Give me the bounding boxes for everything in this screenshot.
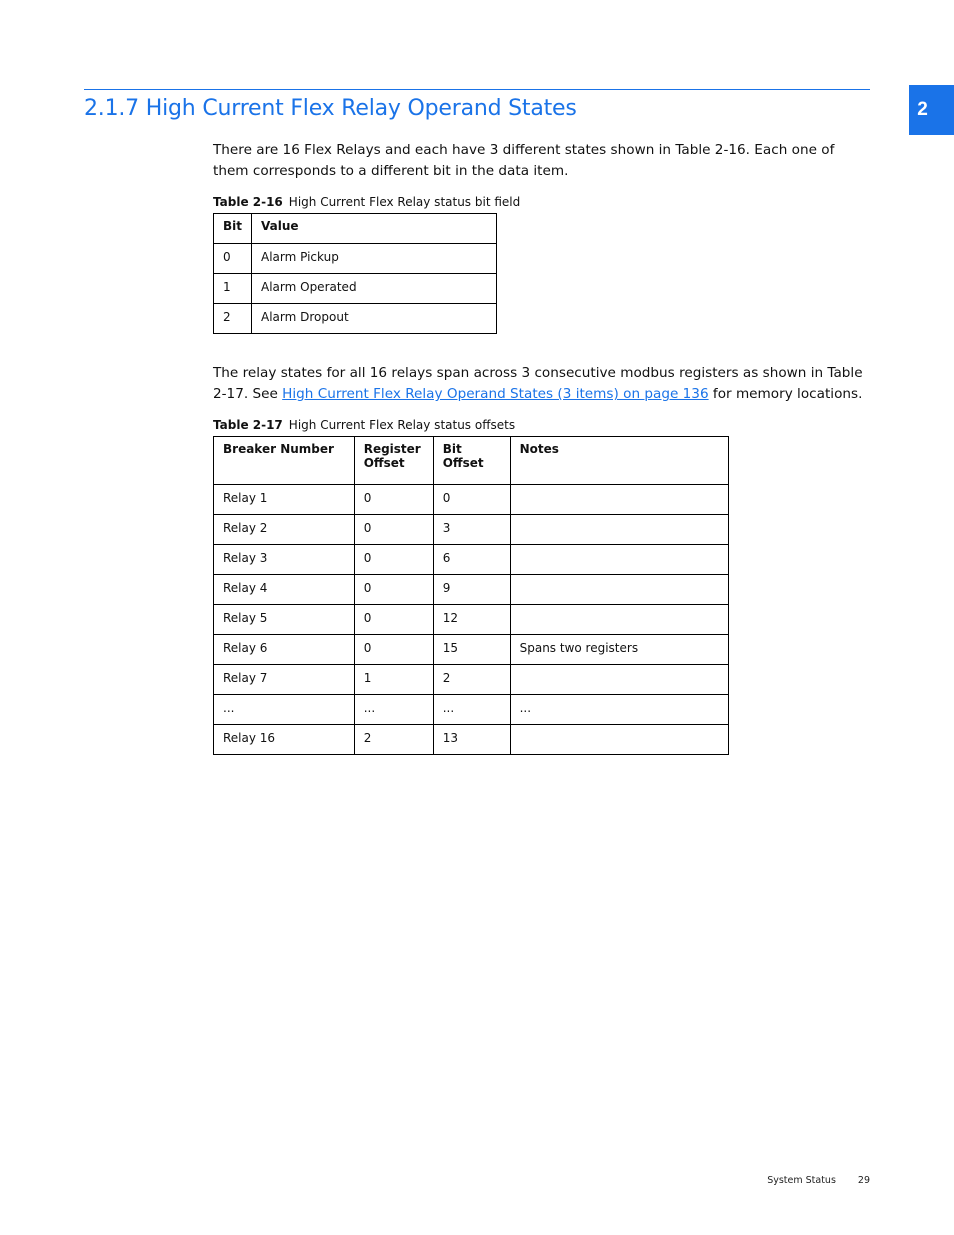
table-cell: 13 [433, 725, 510, 755]
table-cell: 1 [214, 274, 252, 304]
table-cell [510, 665, 728, 695]
table-cell: 0 [354, 545, 433, 575]
table-row [214, 665, 729, 695]
table-cell: ... [214, 695, 355, 725]
table-cell: 3 [433, 515, 510, 545]
table-row [214, 695, 729, 725]
table-cell [510, 485, 728, 515]
table-cell: 6 [433, 545, 510, 575]
table-1-caption [213, 195, 520, 209]
table-cell: ... [510, 695, 728, 725]
table-cell: 2 [354, 725, 433, 755]
table-row [214, 575, 729, 605]
table-cell: Alarm Pickup [252, 244, 497, 274]
table-2-caption-label: Table 2-17 [213, 418, 283, 432]
table-row [214, 725, 729, 755]
memory-locations-link[interactable]: High Current Flex Relay Operand States (3 items) on page 136 [282, 386, 709, 402]
table-2-caption [213, 418, 515, 432]
table-row [214, 635, 729, 665]
table-header-row [214, 214, 497, 244]
table-cell [510, 605, 728, 635]
table-row [214, 545, 729, 575]
table-cell [510, 575, 728, 605]
column-header-bit-offset: Bit Offset [433, 437, 510, 485]
table-cell: Relay 3 [214, 545, 355, 575]
table-2-caption-text: High Current Flex Relay status offsets [288, 418, 516, 432]
table-row [214, 515, 729, 545]
paragraph-text: The relay states for all 16 relays span across 3 consecutive modbus registers as shown in Table 2-17. See [213, 365, 863, 402]
column-header-breaker-number: Breaker Number [214, 437, 355, 485]
table-header-row [214, 437, 729, 485]
intro-paragraph: There are 16 Flex Relays and each have 3 different states shown in Table 2-16. Each one of them corresponds to a different bit in the data item. [213, 142, 835, 179]
section-title: 2.1.7 High Current Flex Relay Operand States [84, 96, 577, 121]
table-cell: 2 [214, 304, 252, 334]
table-row [214, 274, 497, 304]
table-1-caption-text: High Current Flex Relay status bit field [288, 195, 521, 209]
table-row [214, 605, 729, 635]
status-offsets-table [213, 436, 729, 755]
table-cell: ... [433, 695, 510, 725]
table-cell: ... [354, 695, 433, 725]
status-bit-field-table [213, 213, 497, 334]
table-row [214, 304, 497, 334]
relay-span-paragraph [213, 363, 873, 405]
table-cell: 9 [433, 575, 510, 605]
table-cell: 0 [354, 635, 433, 665]
table-cell: Alarm Operated [252, 274, 497, 304]
table-cell: 0 [354, 515, 433, 545]
table-cell: 0 [354, 605, 433, 635]
title-rule [84, 89, 870, 90]
table-cell: 2 [433, 665, 510, 695]
column-header-value: Value [252, 214, 497, 244]
table-cell [510, 515, 728, 545]
table-cell [510, 725, 728, 755]
page-footer [767, 1175, 870, 1186]
paragraph-text: for memory locations. [708, 386, 863, 402]
table-cell: Relay 7 [214, 665, 355, 695]
table-cell: 0 [214, 244, 252, 274]
table-cell: Alarm Dropout [252, 304, 497, 334]
table-row [214, 485, 729, 515]
table-cell: Spans two registers [510, 635, 728, 665]
table-cell [510, 545, 728, 575]
column-header-notes: Notes [510, 437, 728, 485]
table-cell: 1 [354, 665, 433, 695]
table-cell: Relay 16 [214, 725, 355, 755]
table-cell: Relay 1 [214, 485, 355, 515]
table-cell: 12 [433, 605, 510, 635]
table-cell: 0 [354, 485, 433, 515]
table-cell: Relay 5 [214, 605, 355, 635]
table-row [214, 244, 497, 274]
table-cell: 15 [433, 635, 510, 665]
table-cell: Relay 2 [214, 515, 355, 545]
chapter-tab: 2 [909, 85, 954, 135]
column-header-bit: Bit [214, 214, 252, 244]
table-1-caption-label: Table 2-16 [213, 195, 283, 209]
table-cell: 0 [433, 485, 510, 515]
page-number: 29 [857, 1175, 870, 1186]
column-header-register-offset: Register Offset [354, 437, 433, 485]
table-cell: Relay 6 [214, 635, 355, 665]
footer-section-name: System Status [767, 1175, 836, 1186]
table-cell: 0 [354, 575, 433, 605]
table-cell: Relay 4 [214, 575, 355, 605]
